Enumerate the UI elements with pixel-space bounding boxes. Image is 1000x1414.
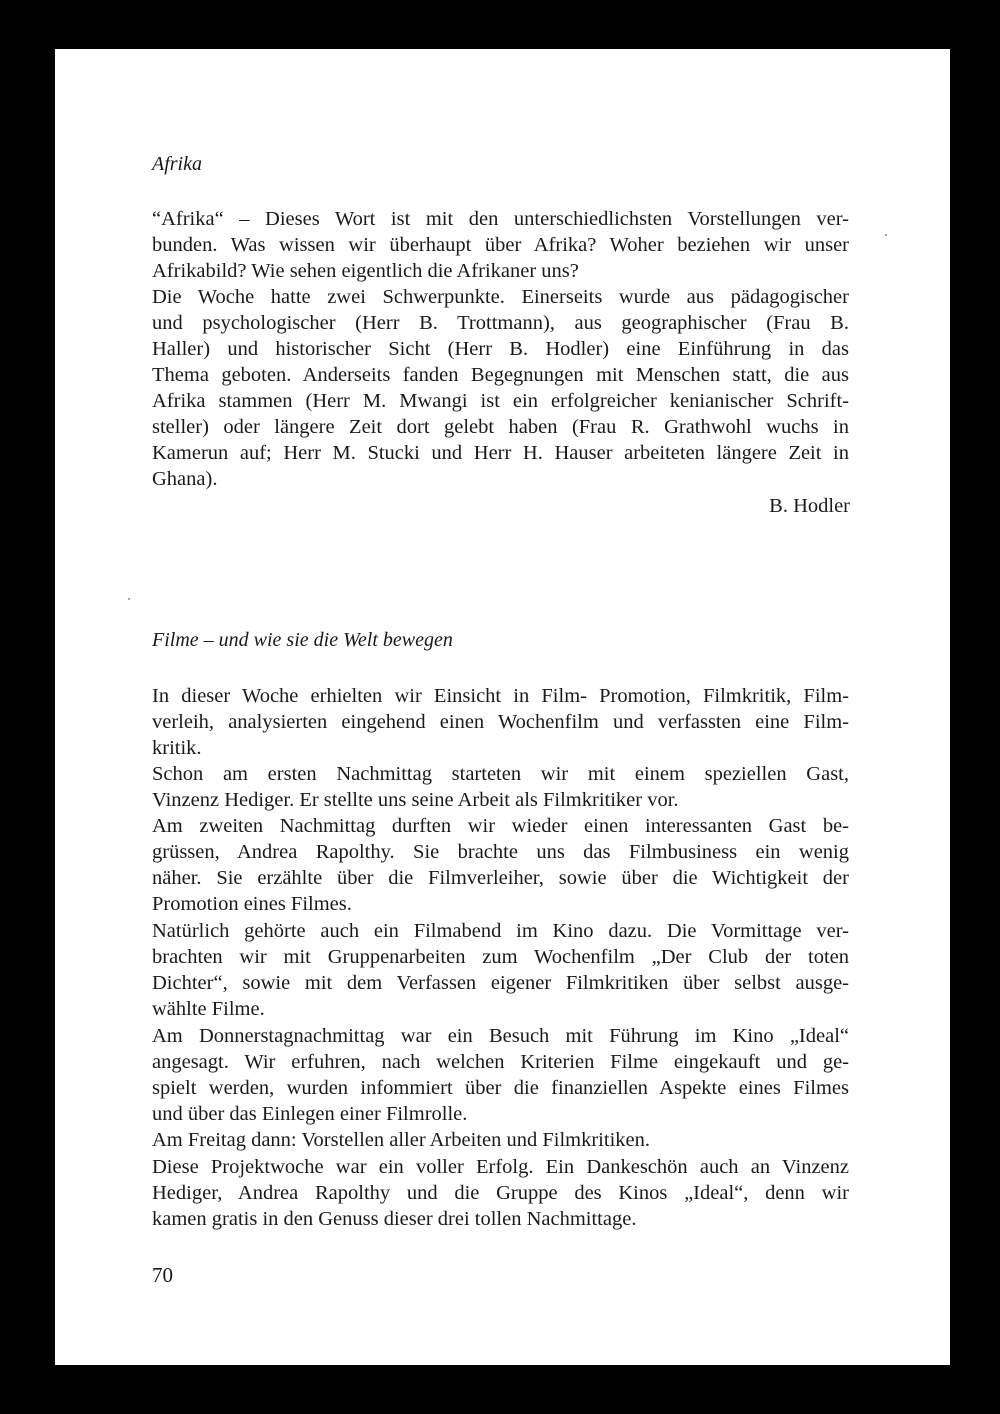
text-line: steller) oder längere Zeit dort gelebt haben (Frau R. Grathwohl wuchs in [152,416,849,438]
text-line: und psychologischer (Herr B. Trottmann), aus geographischer (Frau B. [152,312,849,334]
text-line: Afrika stammen (Herr M. Mwangi ist ein erfolgreicher kenianischer Schrift- [152,390,849,412]
text-line: Ghana). [152,468,218,490]
text-line: Dichter“, sowie mit dem Verfassen eigener Filmkritiken über selbst ausge- [152,972,849,994]
text-line: Afrikabild? Wie sehen eigentlich die Afrikaner uns? [152,260,579,282]
text-line: angesagt. Wir erfuhren, nach welchen Kriterien Filme eingekauft und ge- [152,1051,849,1073]
scan-speck [885,234,887,236]
text-line: Haller) und historischer Sicht (Herr B. Hodler) eine Einführung in das [152,338,849,360]
text-line: brachten wir mit Gruppenarbeiten zum Wochenfilm „Der Club der toten [152,946,849,968]
text-line: Die Woche hatte zwei Schwerpunkte. Einerseits wurde aus pädagogischer [152,286,849,308]
text-line: Kamerun auf; Herr M. Stucki und Herr H. Hauser arbeiteten längere Zeit in [152,442,849,464]
text-line: Am Donnerstagnachmittag war ein Besuch mit Führung im Kino „Ideal“ [152,1025,849,1047]
author-signature: B. Hodler [769,495,850,517]
text-line: Hediger, Andrea Rapolthy und die Gruppe des Kinos „Ideal“, denn wir [152,1182,849,1204]
section-title-afrika: Afrika [152,153,202,175]
text-line: Thema geboten. Anderseits fanden Begegnungen mit Menschen statt, die aus [152,364,849,386]
text-line: und über das Einlegen einer Filmrolle. [152,1103,468,1125]
text-line: grüssen, Andrea Rapolthy. Sie brachte uns das Filmbusiness ein wenig [152,841,849,863]
scan-speck [128,598,130,600]
text-line: In dieser Woche erhielten wir Einsicht in Film- Promotion, Filmkritik, Film- [152,685,849,707]
document-page [55,49,950,1365]
page-number: 70 [152,1263,173,1287]
text-line: Diese Projektwoche war ein voller Erfolg. Ein Dankeschön auch an Vinzenz [152,1156,849,1178]
text-line: Natürlich gehörte auch ein Filmabend im Kino dazu. Die Vormittage ver- [152,920,849,942]
text-line: Vinzenz Hediger. Er stellte uns seine Arbeit als Filmkritiker vor. [152,789,679,811]
text-line: bunden. Was wissen wir überhaupt über Afrika? Woher beziehen wir unser [152,234,849,256]
text-line: Am Freitag dann: Vorstellen aller Arbeiten und Filmkritiken. [152,1129,650,1151]
text-line: verleih, analysierten eingehend einen Wochenfilm und verfassten eine Film- [152,711,849,733]
text-line: Promotion eines Filmes. [152,893,352,915]
text-line: kritik. [152,737,202,759]
section-title-filme: Filme – und wie sie die Welt bewegen [152,629,453,651]
text-line: Am zweiten Nachmittag durften wir wieder einen interessanten Gast be- [152,815,849,837]
text-line: wählte Filme. [152,998,265,1020]
text-line: spielt werden, wurden infommiert über die finanziellen Aspekte eines Filmes [152,1077,849,1099]
text-line: näher. Sie erzählte über die Filmverleiher, sowie über die Wichtigkeit der [152,867,849,889]
text-line: “Afrika“ – Dieses Wort ist mit den unterschiedlichsten Vorstellungen ver- [152,208,849,230]
text-line: kamen gratis in den Genuss dieser drei tollen Nachmittage. [152,1208,637,1230]
text-line: Schon am ersten Nachmittag starteten wir mit einem speziellen Gast, [152,763,849,785]
